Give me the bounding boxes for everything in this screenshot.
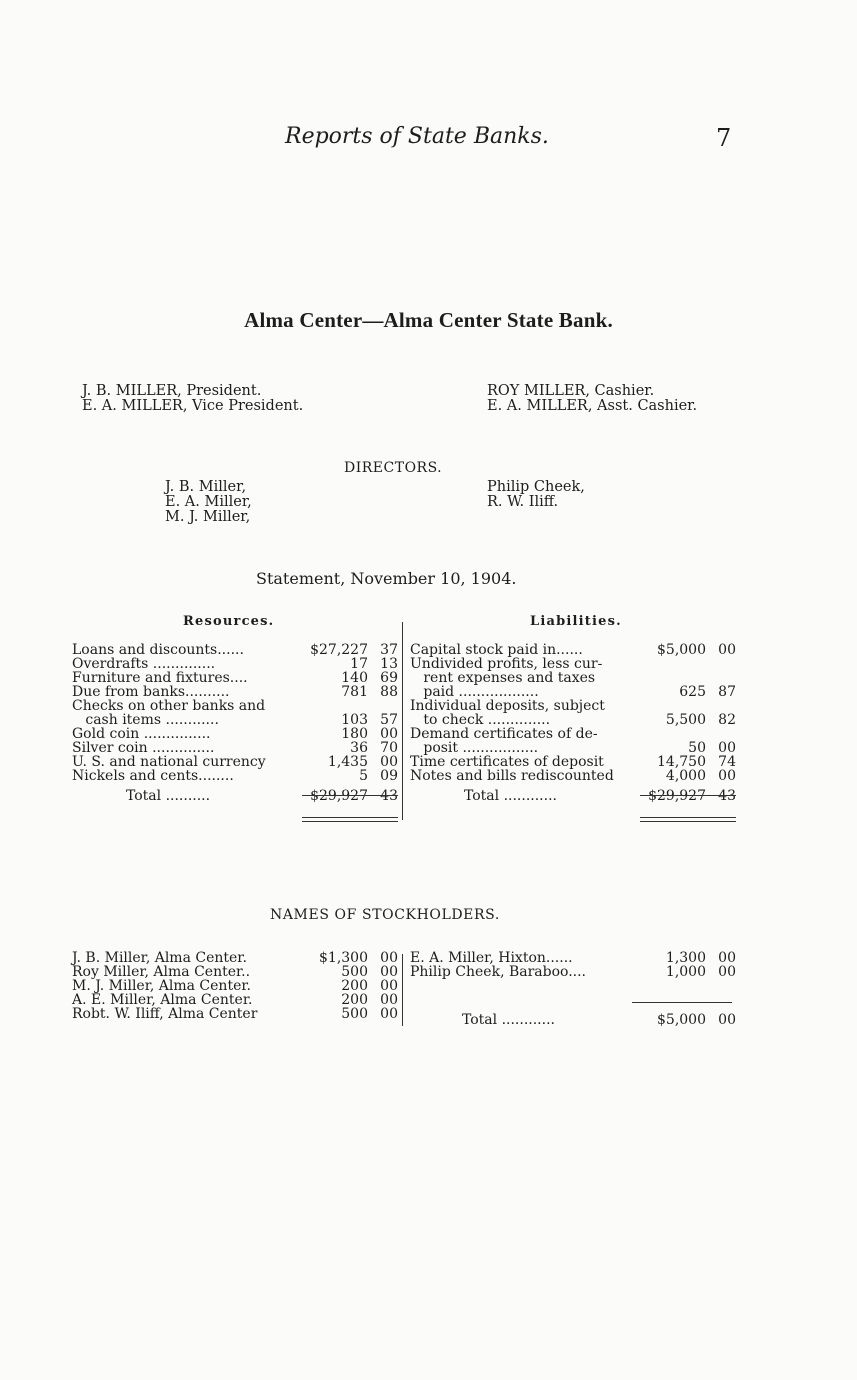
row-label: Capital stock paid in...... [410,642,583,658]
row-dollars: 50 [688,740,706,756]
table-row [410,769,736,783]
stockholders-total-rule [632,1002,732,1003]
resources-total-rule [302,795,398,796]
table-row [72,643,398,657]
row-label: paid .................. [410,684,539,700]
bank-title: Alma Center—Alma Center State Bank. [244,308,613,332]
statement-date: Statement, November 10, 1904. [256,569,517,588]
row-cents: 09 [380,768,398,784]
row-cents [706,671,736,685]
row-cents: 74 [718,754,736,770]
row-cents: 00 [380,964,398,980]
row-dollars: 781 [341,684,368,700]
stockholders-divider [402,954,403,1026]
table-row [72,657,398,671]
stockholders-left-table [72,951,398,1021]
spacer-cell [642,993,706,1007]
row-cents: 70 [380,740,398,756]
table-row [72,951,398,965]
director-name: R. W. Iliff. [487,494,559,510]
row-label: E. A. Miller, Hixton...... [410,950,573,966]
table-row [72,993,398,1007]
row-label: Silver coin .............. [72,740,215,756]
row-label: Due from banks.......... [72,684,230,700]
row-cents: 00 [380,726,398,742]
row-dollars [641,657,707,671]
row-dollars: 1,000 [665,964,706,980]
row-label: Demand certificates of de- [410,726,598,742]
row-dollars: $1,300 [319,950,368,966]
row-cents [706,699,736,713]
officers-left [82,384,303,414]
officers-right [487,384,697,414]
stockholders-heading: NAMES OF STOCKHOLDERS. [270,907,500,923]
row-dollars: 140 [341,670,368,686]
liabilities-total-rule [640,795,736,796]
directors-left [165,480,252,525]
row-dollars: $5,000 [657,642,706,658]
row-cents: 00 [718,740,736,756]
page-number: 7 [716,124,732,152]
row-dollars: $27,227 [310,642,368,658]
total-cents: 43 [718,788,736,804]
table-row [72,965,398,979]
row-label: Robt. W. Iliff, Alma Center [72,1006,258,1022]
row-label: Overdrafts .............. [72,656,216,672]
row-label: rent expenses and taxes [410,670,596,686]
table-row [72,727,398,741]
total-dollars: $5,000 [657,1012,706,1028]
spacer-cell [706,993,736,1007]
row-dollars [641,727,707,741]
row-cents: 82 [718,712,736,728]
director-name: Philip Cheek, [487,479,585,495]
row-label: Loans and discounts...... [72,642,244,658]
table-row [72,671,398,685]
total-cents: 00 [718,1012,736,1028]
row-label: Notes and bills rediscounted [410,768,614,784]
row-cents [368,699,398,713]
row-dollars: 14,750 [657,754,706,770]
row-label: cash items ............ [72,712,219,728]
row-cents: 00 [380,978,398,994]
total-dollars: $29,927 [648,788,706,804]
row-label: Undivided profits, less cur- [410,656,603,672]
row-cents: 00 [718,964,736,980]
table-row [72,713,398,727]
row-dollars [300,699,368,713]
table-row [410,671,736,685]
spacer-row [410,979,736,993]
liabilities-table [410,643,736,803]
row-cents: 37 [380,642,398,658]
row-label: Time certificates of deposit [410,754,604,770]
spacer-cell [706,979,736,993]
total-dollars: $29,927 [310,788,368,804]
row-label: posit ................. [410,740,539,756]
row-cents: 57 [380,712,398,728]
row-dollars: 1,435 [327,754,368,770]
table-row [410,699,736,713]
row-dollars: 200 [341,992,368,1008]
total-row [72,783,398,803]
table-row [410,643,736,657]
row-dollars: 103 [341,712,368,728]
table-row [410,965,736,979]
row-label: Gold coin ............... [72,726,211,742]
directors-heading: DIRECTORS. [344,460,443,476]
table-row [72,979,398,993]
total-label: Total ............ [464,788,557,804]
row-dollars [641,671,707,685]
row-label: Individual deposits, subject [410,698,605,714]
total-label: Total ............ [462,1012,555,1028]
table-row [72,685,398,699]
row-dollars: 180 [341,726,368,742]
table-row [72,699,398,713]
row-cents: 13 [380,656,398,672]
table-row [410,755,736,769]
row-dollars: 500 [341,964,368,980]
director-name: J. B. Miller, [165,479,247,495]
row-cents: 88 [380,684,398,700]
row-dollars: 17 [350,656,368,672]
row-label: Checks on other banks and [72,698,266,714]
spacer-row [410,993,736,1007]
table-row [410,727,736,741]
total-cents: 43 [380,788,398,804]
row-label: Nickels and cents........ [72,768,234,784]
row-cents: 00 [718,642,736,658]
row-cents: 00 [380,1006,398,1022]
resources-table [72,643,398,803]
resources-total-double-rule [302,817,398,822]
row-dollars: 1,300 [665,950,706,966]
row-label: A. E. Miller, Alma Center. [72,992,253,1008]
officer-cashier: ROY MILLER, Cashier. [487,383,655,399]
row-cents: 87 [718,684,736,700]
table-row [72,755,398,769]
row-cents [706,727,736,741]
row-label: to check .............. [410,712,551,728]
row-label: J. B. Miller, Alma Center. [72,950,247,966]
directors-right [487,480,585,510]
row-dollars: 625 [679,684,706,700]
row-cents: 00 [718,950,736,966]
director-name: M. J. Miller, [165,509,251,525]
officer-vice-president: E. A. MILLER, Vice President. [82,398,304,414]
stockholders-right-table [410,951,736,1027]
director-name: E. A. Miller, [165,494,252,510]
row-cents: 00 [380,950,398,966]
row-dollars: 200 [341,978,368,994]
row-dollars: 5 [359,768,368,784]
table-row [410,951,736,965]
row-cents: 00 [718,768,736,784]
row-dollars: 500 [341,1006,368,1022]
row-cents: 00 [380,754,398,770]
row-label: M. J. Miller, Alma Center. [72,978,251,994]
row-cents [706,657,736,671]
table-row [410,685,736,699]
resources-heading: Resources. [183,614,275,629]
officer-president: J. B. MILLER, President. [82,383,262,399]
row-label: Roy Miller, Alma Center.. [72,964,251,980]
row-dollars: 4,000 [665,768,706,784]
row-cents: 00 [380,992,398,1008]
spacer-cell [642,979,706,993]
officer-asst-cashier: E. A. MILLER, Asst. Cashier. [487,398,698,414]
row-cents: 69 [380,670,398,686]
row-dollars [641,699,707,713]
table-row [410,713,736,727]
total-row [410,783,736,803]
row-dollars: 5,500 [665,712,706,728]
row-label: Furniture and fixtures.... [72,670,248,686]
table-row [410,741,736,755]
row-label: Philip Cheek, Baraboo.... [410,964,587,980]
table-row [72,1007,398,1021]
liabilities-total-double-rule [640,817,736,822]
total-label: Total .......... [126,788,211,804]
spacer-cell [410,979,642,993]
spacer-cell [410,993,642,1007]
running-title: Reports of State Banks. [285,124,549,149]
table-row [72,741,398,755]
liabilities-heading: Liabilities. [530,614,622,629]
total-row [410,1007,736,1027]
row-label: U. S. and national currency [72,754,266,770]
statement-divider [402,622,403,820]
row-dollars: 36 [350,740,368,756]
table-row [72,769,398,783]
table-row [410,657,736,671]
